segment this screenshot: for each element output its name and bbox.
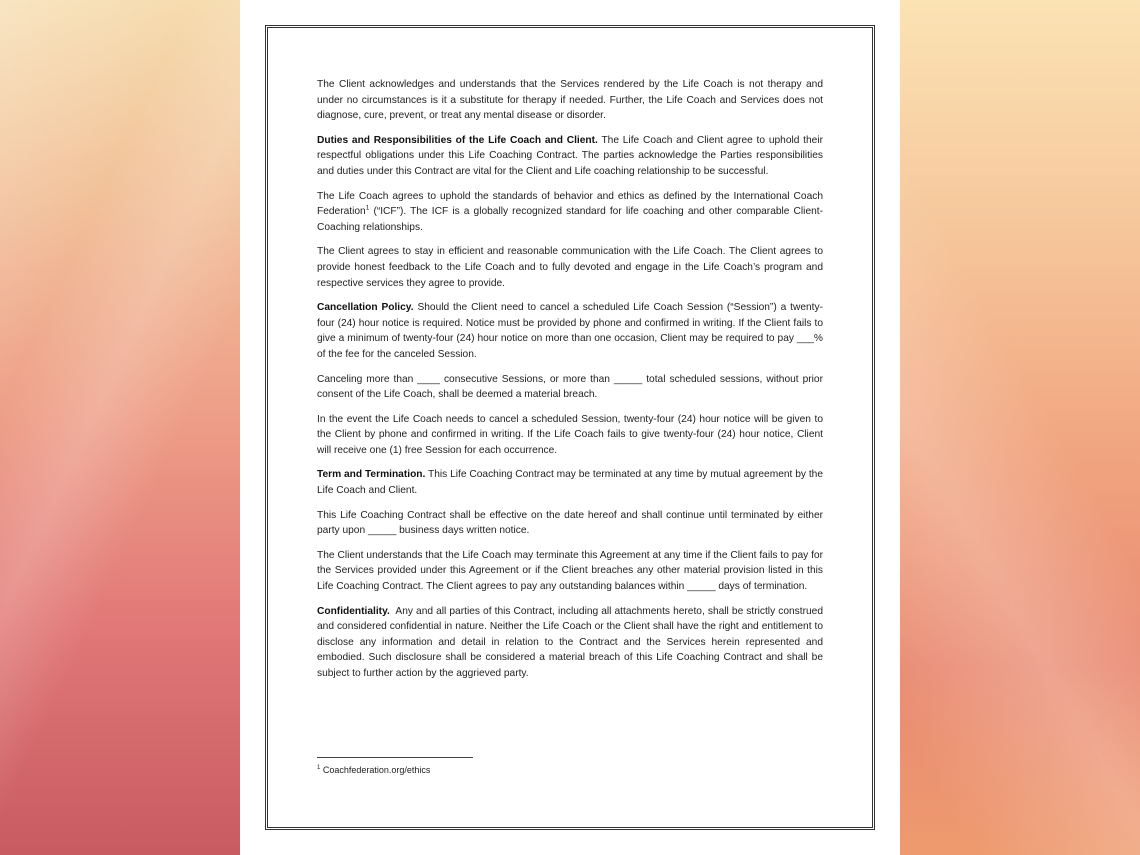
paragraph-effective: This Life Coaching Contract shall be effective on the date hereof and shall continue until terminated by either party upon _____ business days written notice. — [317, 509, 823, 537]
footnote-reference: 1 — [365, 204, 370, 212]
background-right — [900, 0, 1140, 855]
paragraph-cancellation: Cancellation Policy. Should the Client need to cancel a scheduled Life Coach Session (“Session”) a twenty-four (24) hour notice is required. Notice must be provided by phone and confirmed in writing. If the Client fails to give a minimum of twenty-four (24) hour notice on more than one occasion, Client may be required to pay ___% of the fee for the canceled Session. — [317, 302, 823, 360]
footnote-divider — [317, 757, 473, 758]
heading-termination: Term and Termination. — [317, 469, 426, 481]
paragraph-duties: Duties and Responsibilities of the Life Coach and Client. The Life Coach and Client agree to uphold their respectful obligations under this Life Coaching Contract. The parties acknowledge the Parties responsibilities and duties under this Contract are vital for the Client and Life coaching relationship to be successful. — [317, 134, 823, 177]
heading-duties: Duties and Responsibilities of the Life Coach and Client. — [317, 134, 598, 146]
paragraph-termination: Term and Termination. This Life Coaching Contract may be terminated at any time by mutual agreement by the Life Coach and Client. — [317, 469, 823, 497]
paragraph-coach-cancel: In the event the Life Coach needs to cancel a scheduled Session, twenty-four (24) hour notice will be given to the Client by phone and confirmed in writing. If the Life Coach fails to give twenty-four (24) hour notice, Client will receive one (1) free Session for each occurrence. — [317, 413, 823, 456]
heading-confidentiality: Confidentiality. — [317, 605, 390, 617]
footnote-text: Coachfederation.org/ethics — [320, 765, 431, 775]
paragraph-terminate-breach: The Client understands that the Life Coach may terminate this Agreement at any time if the Client fails to pay for the Services provided under this Agreement or if the Client breaches any other material provision listed in this Life Coaching Contract. The Client agrees to pay any outstanding balances within _____ days of termination. — [317, 549, 823, 593]
document-page — [240, 0, 900, 855]
background-left — [0, 0, 240, 855]
heading-cancellation: Cancellation Policy. — [317, 302, 414, 314]
paragraph-icf: The Life Coach agrees to uphold the standards of behavior and ethics as defined by the International Coach Federation$^1$ (“ICF”). The ICF is a globally recognized standard for life coaching and other comparable Client-Coaching relationships. — [317, 190, 823, 233]
paragraph-disclaimer: The Client acknowledges and understands that the Services rendered by the Life Coach is not therapy and under no circumstances is it a substitute for therapy if needed. Further, the Life Coach and Services does not diagnose, cure, prevent, or treat any mental disease or disorder. — [317, 79, 823, 122]
paragraph-communication: The Client agrees to stay in efficient and reasonable communication with the Life Coach. The Client agrees to provide honest feedback to the Life Coach and to fully devoted and engage in the Life Coach’s program and respective services they agree to provide. — [317, 246, 823, 289]
footnote-mark: 1 — [317, 765, 321, 771]
footnote — [317, 763, 430, 777]
contract-body — [317, 77, 823, 691]
paragraph-consecutive: Canceling more than ____ consecutive Sessions, or more than _____ total scheduled sessions, without prior consent of the Life Coach, shall be deemed a material breach. — [317, 373, 823, 401]
paragraph-confidentiality: Confidentiality. Any and all parties of this Contract, including all attachments hereto, shall be strictly construed and considered confidential in nature. Neither the Life Coach or the Client shall have the right and entitlement to disclose any information and detail in relation to the Contract and the Services herein represented and embodied. Such disclosure shall be considered a material breach of this Life Coaching Contract and shall be subject to further action by the aggrieved party. — [317, 605, 823, 679]
